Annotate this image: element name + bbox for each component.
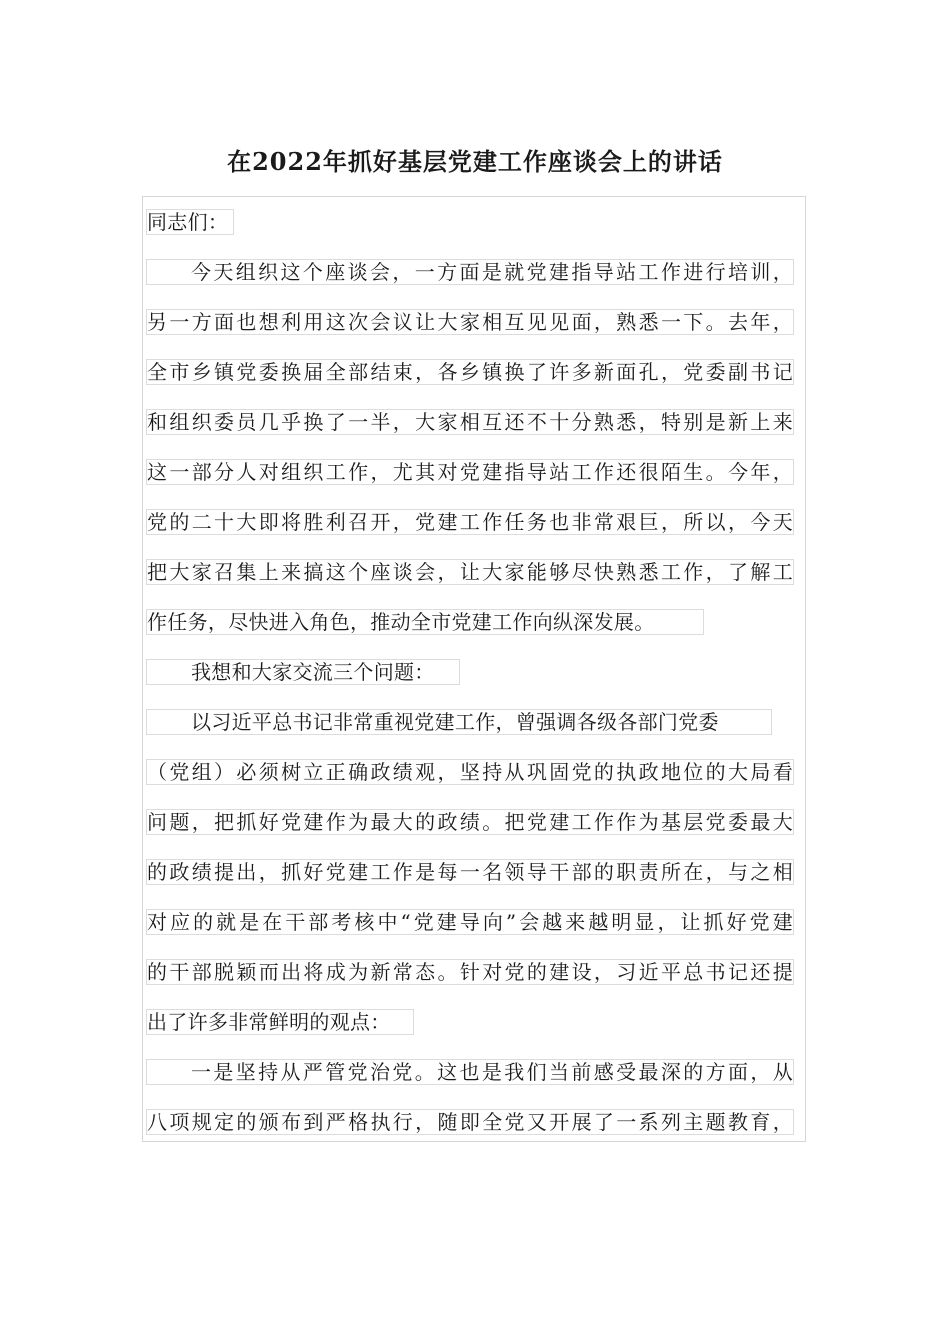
paragraph-line: 和组织委员几乎换了一半，大家相互还不十分熟悉，特别是新上来 <box>147 410 793 434</box>
paragraph-line: 作任务，尽快进入角色，推动全市党建工作向纵深发展。 <box>146 609 704 635</box>
paragraph-line: 全市乡镇党委换届全部结束，各乡镇换了许多新面孔，党委副书记 <box>147 360 793 384</box>
paragraph-line: 对应的就是在干部考核中“党建导向”会越来越明显，让抓好党建 <box>147 910 793 934</box>
paragraph-line: 以习近平总书记非常重视党建工作，曾强调各级各部门党委 <box>146 709 772 735</box>
paragraph-line: 今天组织这个座谈会，一方面是就党建指导站工作进行培训， <box>146 259 794 285</box>
paragraph-line: 问题，把抓好党建作为最大的政绩。把党建工作作为基层党委最大 <box>147 810 793 834</box>
document-title: 在2022年抓好基层党建工作座谈会上的讲话 <box>227 147 723 176</box>
paragraph-line: 党的二十大即将胜利召开，党建工作任务也非常艰巨，所以，今天 <box>147 510 793 534</box>
paragraph-line: （党组）必须树立正确政绩观，坚持从巩固党的执政地位的大局看 <box>147 760 793 784</box>
paragraph-line: 另一方面也想利用这次会议让大家相互见见面，熟悉一下。去年， <box>147 310 793 334</box>
paragraph-line: 的干部脱颖而出将成为新常态。针对党的建设，习近平总书记还提 <box>147 960 793 984</box>
paragraph-line: 出了许多非常鲜明的观点： <box>146 1009 414 1035</box>
salutation-line: 同志们： <box>146 209 234 235</box>
paragraph-line: 把大家召集上来搞这个座谈会，让大家能够尽快熟悉工作，了解工 <box>147 560 793 584</box>
paragraph-line: 一是坚持从严管党治党。这也是我们当前感受最深的方面，从 <box>146 1059 794 1085</box>
paragraph-line: 我想和大家交流三个问题： <box>146 659 460 685</box>
paragraph-line: 八项规定的颁布到严格执行，随即全党又开展了一系列主题教育， <box>147 1110 793 1134</box>
paragraph-line: 这一部分人对组织工作，尤其对党建指导站工作还很陌生。今年， <box>147 460 793 484</box>
paragraph-line: 的政绩提出，抓好党建工作是每一名领导干部的职责所在，与之相 <box>147 860 793 884</box>
